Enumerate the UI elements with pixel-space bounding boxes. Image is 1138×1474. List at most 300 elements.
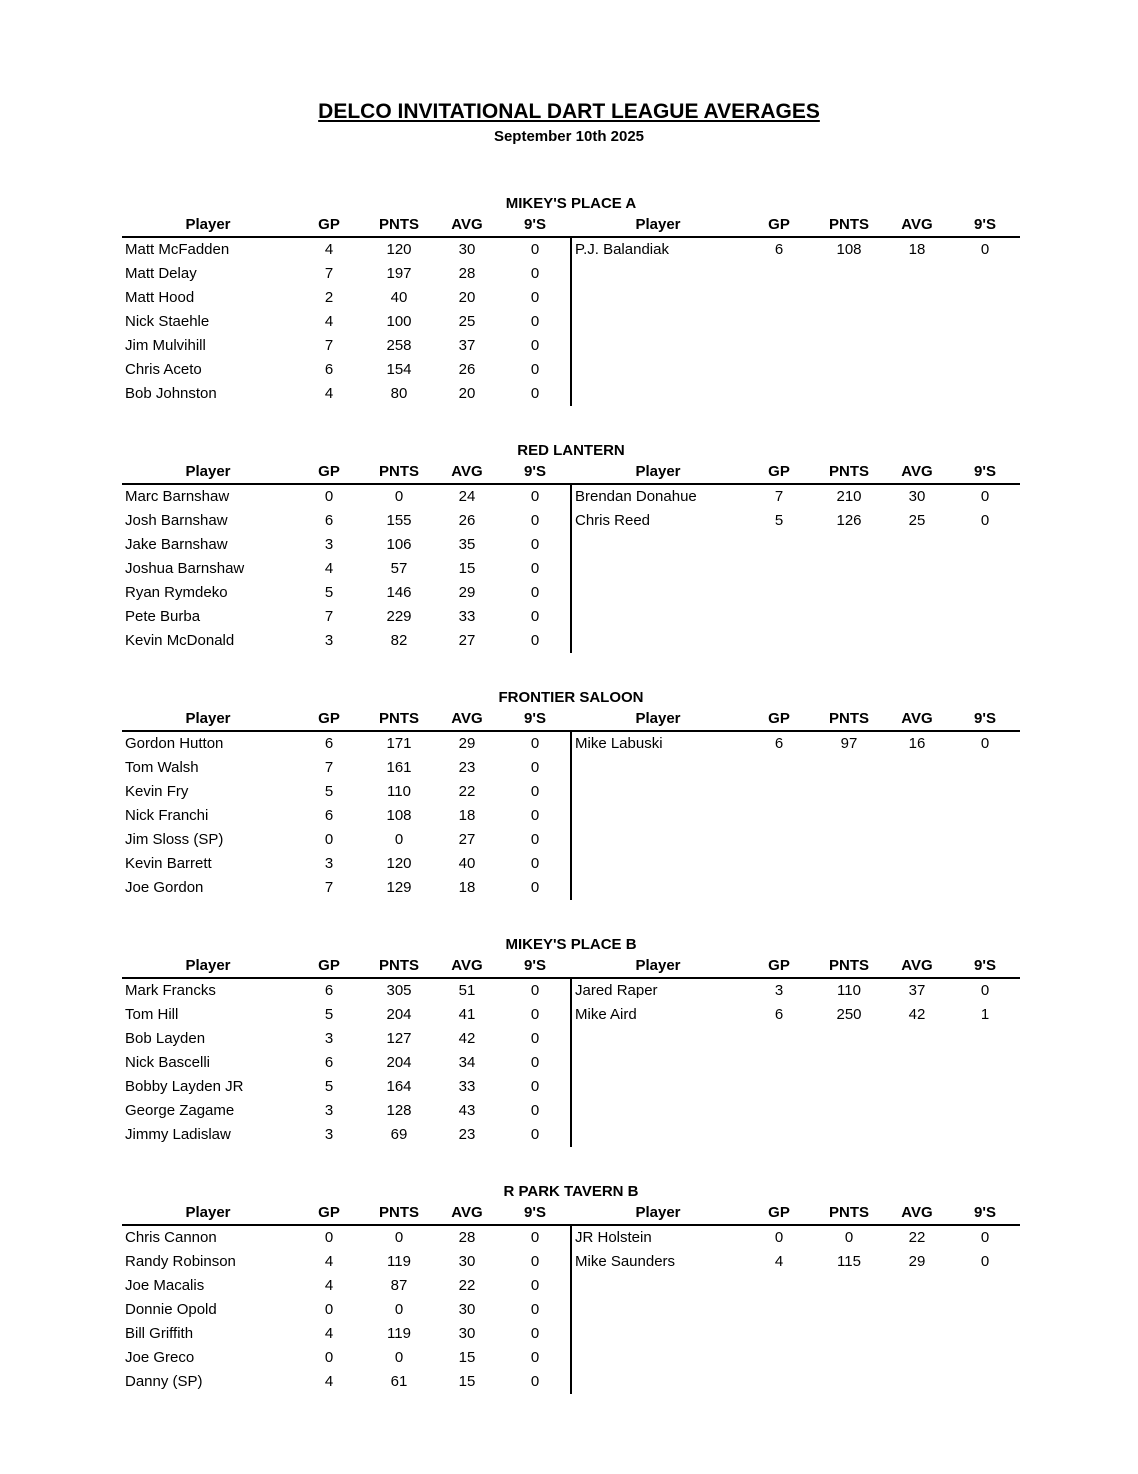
cell-player: Josh Barnshaw: [125, 512, 228, 529]
cell-player: Joe Macalis: [125, 1277, 205, 1294]
col-header-pnts: PNTS: [828, 957, 869, 974]
cell-gp: 0: [324, 1301, 334, 1318]
cell-avg: 25: [908, 512, 926, 529]
col-header-avg: AVG: [901, 216, 933, 233]
col-header-pnts: PNTS: [828, 463, 869, 480]
section-body: [122, 1226, 1020, 1394]
section-title: RED LANTERN: [517, 442, 625, 459]
cell-player: Bobby Layden JR: [125, 1078, 244, 1095]
left-table-body: [122, 1226, 570, 1394]
cell-avg: 26: [458, 361, 476, 378]
cell-gp: 7: [324, 879, 334, 896]
cell-nines: 0: [530, 783, 540, 800]
col-header-nines: 9'S: [974, 216, 996, 233]
table-row: [122, 979, 570, 1003]
cell-player: Joe Greco: [125, 1349, 195, 1366]
col-header-pnts: PNTS: [378, 1204, 419, 1221]
cell-gp: 4: [324, 1277, 334, 1294]
right-column-headers: [572, 461, 1020, 483]
cell-nines: 0: [530, 1253, 540, 1270]
col-header-nines: 9'S: [974, 1204, 996, 1221]
table-row: [572, 509, 1020, 533]
cell-avg: 23: [458, 1126, 476, 1143]
cell-avg: 18: [458, 807, 476, 824]
page-title: DELCO INVITATIONAL DART LEAGUE AVERAGES: [318, 100, 820, 123]
cell-pnts: 110: [837, 982, 861, 999]
table-row: [122, 876, 570, 900]
col-header-gp: GP: [768, 957, 790, 974]
cell-nines: 1: [980, 1006, 990, 1023]
left-table-body: [122, 732, 570, 900]
cell-avg: 33: [458, 1078, 476, 1095]
cell-nines: 0: [530, 807, 540, 824]
left-column-headers: [122, 708, 570, 730]
col-header-nines: 9'S: [524, 957, 546, 974]
col-header-nines: 9'S: [524, 710, 546, 727]
table-row: [122, 581, 570, 605]
cell-player: Joshua Barnshaw: [125, 560, 245, 577]
col-header-player: Player: [185, 1204, 231, 1221]
cell-player: Joe Gordon: [125, 879, 204, 896]
cell-player: Jimmy Ladislaw: [125, 1126, 231, 1143]
table-row: [572, 732, 1020, 756]
cell-player: Nick Bascelli: [125, 1054, 211, 1071]
cell-player: Brendan Donahue: [575, 488, 697, 505]
table-row: [122, 1027, 570, 1051]
cell-player: Ryan Rymdeko: [125, 584, 228, 601]
cell-pnts: 154: [386, 361, 412, 378]
left-column-headers: [122, 214, 570, 236]
cell-nines: 0: [530, 584, 540, 601]
right-table-body: [570, 238, 1020, 406]
cell-nines: 0: [530, 632, 540, 649]
table-row: [122, 238, 570, 262]
table-row: [122, 780, 570, 804]
table-row: [122, 1370, 570, 1394]
cell-gp: 7: [324, 608, 334, 625]
section-body: [122, 732, 1020, 900]
cell-avg: 37: [908, 982, 926, 999]
cell-pnts: 80: [390, 385, 408, 402]
table-row: [122, 286, 570, 310]
cell-pnts: 161: [386, 759, 412, 776]
col-header-pnts: PNTS: [828, 710, 869, 727]
cell-nines: 0: [530, 879, 540, 896]
cell-gp: 4: [324, 313, 334, 330]
cell-gp: 0: [774, 1229, 784, 1246]
table-row: [122, 605, 570, 629]
table-row: [572, 1250, 1020, 1274]
col-header-player: Player: [185, 216, 231, 233]
table-row: [122, 1123, 570, 1147]
table-row: [122, 310, 570, 334]
cell-nines: 0: [530, 608, 540, 625]
cell-nines: 0: [530, 361, 540, 378]
cell-nines: 0: [530, 1229, 540, 1246]
table-row: [122, 1075, 570, 1099]
cell-nines: 0: [530, 759, 540, 776]
table-row: [122, 732, 570, 756]
cell-pnts: 127: [386, 1030, 412, 1047]
cell-pnts: 0: [394, 1349, 404, 1366]
col-header-gp: GP: [318, 957, 340, 974]
cell-avg: 29: [908, 1253, 926, 1270]
col-header-nines: 9'S: [974, 710, 996, 727]
col-header-avg: AVG: [451, 216, 483, 233]
table-row: [122, 557, 570, 581]
cell-avg: 22: [458, 1277, 476, 1294]
cell-avg: 42: [908, 1006, 926, 1023]
table-row: [122, 1346, 570, 1370]
cell-avg: 18: [458, 879, 476, 896]
column-header-row: [122, 1202, 1020, 1226]
cell-pnts: 0: [394, 488, 404, 505]
cell-pnts: 108: [386, 807, 412, 824]
right-column-headers: [572, 955, 1020, 977]
cell-player: Mike Saunders: [575, 1253, 676, 1270]
cell-pnts: 204: [386, 1006, 412, 1023]
col-header-avg: AVG: [901, 1204, 933, 1221]
cell-gp: 0: [324, 488, 334, 505]
cell-avg: 15: [458, 1349, 476, 1366]
col-header-gp: GP: [768, 463, 790, 480]
cell-pnts: 0: [394, 831, 404, 848]
table-row: [122, 1003, 570, 1027]
column-header-row: [122, 461, 1020, 485]
cell-gp: 4: [774, 1253, 784, 1270]
cell-gp: 4: [324, 560, 334, 577]
cell-avg: 16: [908, 735, 926, 752]
right-column-headers: [572, 708, 1020, 730]
cell-pnts: 108: [836, 241, 862, 258]
cell-avg: 40: [458, 855, 476, 872]
cell-pnts: 82: [390, 632, 408, 649]
cell-avg: 33: [458, 608, 476, 625]
col-header-nines: 9'S: [974, 463, 996, 480]
cell-player: Donnie Opold: [125, 1301, 217, 1318]
cell-pnts: 155: [386, 512, 412, 529]
cell-nines: 0: [980, 982, 990, 999]
cell-gp: 4: [324, 385, 334, 402]
cell-gp: 7: [324, 265, 334, 282]
col-header-avg: AVG: [451, 1204, 483, 1221]
cell-gp: 0: [324, 1229, 334, 1246]
cell-gp: 5: [324, 783, 334, 800]
col-header-avg: AVG: [901, 957, 933, 974]
col-header-gp: GP: [318, 216, 340, 233]
cell-gp: 5: [774, 512, 784, 529]
cell-player: JR Holstein: [575, 1229, 652, 1246]
cell-gp: 7: [324, 337, 334, 354]
cell-avg: 20: [458, 289, 476, 306]
cell-nines: 0: [530, 1301, 540, 1318]
cell-avg: 15: [458, 1373, 476, 1390]
cell-nines: 0: [530, 512, 540, 529]
cell-player: Tom Hill: [125, 1006, 179, 1023]
col-header-gp: GP: [318, 710, 340, 727]
cell-player: Jared Raper: [575, 982, 658, 999]
cell-gp: 6: [324, 512, 334, 529]
cell-avg: 30: [458, 1325, 476, 1342]
cell-gp: 6: [324, 361, 334, 378]
cell-pnts: 87: [390, 1277, 408, 1294]
cell-player: Randy Robinson: [125, 1253, 236, 1270]
section-mikeys-place-a: [122, 193, 1020, 406]
cell-avg: 30: [458, 241, 476, 258]
section-body: [122, 979, 1020, 1147]
column-header-row: [122, 708, 1020, 732]
col-header-avg: AVG: [451, 710, 483, 727]
cell-player: Jim Sloss (SP): [125, 831, 224, 848]
cell-gp: 2: [324, 289, 334, 306]
col-header-pnts: PNTS: [828, 1204, 869, 1221]
table-row: [122, 1250, 570, 1274]
cell-player: Bob Johnston: [125, 385, 217, 402]
cell-avg: 22: [458, 783, 476, 800]
table-row: [122, 1051, 570, 1075]
col-header-avg: AVG: [451, 463, 483, 480]
table-row: [572, 1003, 1020, 1027]
cell-pnts: 61: [390, 1373, 408, 1390]
cell-pnts: 146: [386, 584, 412, 601]
cell-player: Jim Mulvihill: [125, 337, 206, 354]
cell-nines: 0: [530, 1277, 540, 1294]
cell-gp: 0: [324, 1349, 334, 1366]
cell-nines: 0: [980, 488, 990, 505]
section-title: R PARK TAVERN B: [503, 1183, 639, 1200]
table-row: [572, 238, 1020, 262]
cell-pnts: 115: [837, 1253, 861, 1270]
cell-pnts: 119: [387, 1325, 411, 1342]
cell-nines: 0: [530, 241, 540, 258]
left-table-body: [122, 485, 570, 653]
section-body: [122, 238, 1020, 406]
cell-nines: 0: [530, 385, 540, 402]
left-column-headers: [122, 955, 570, 977]
cell-avg: 28: [458, 1229, 476, 1246]
cell-pnts: 250: [836, 1006, 862, 1023]
cell-pnts: 0: [394, 1301, 404, 1318]
col-header-player: Player: [635, 957, 681, 974]
column-header-row: [122, 214, 1020, 238]
cell-player: Danny (SP): [125, 1373, 203, 1390]
cell-gp: 3: [774, 982, 784, 999]
cell-nines: 0: [530, 855, 540, 872]
cell-avg: 42: [458, 1030, 476, 1047]
col-header-nines: 9'S: [524, 463, 546, 480]
cell-pnts: 40: [390, 289, 408, 306]
cell-player: Pete Burba: [125, 608, 201, 625]
col-header-gp: GP: [768, 710, 790, 727]
table-row: [122, 629, 570, 653]
col-header-avg: AVG: [901, 463, 933, 480]
table-row: [572, 1226, 1020, 1250]
cell-avg: 35: [458, 536, 476, 553]
col-header-player: Player: [635, 463, 681, 480]
cell-gp: 4: [324, 1253, 334, 1270]
cell-pnts: 119: [387, 1253, 411, 1270]
cell-pnts: 129: [386, 879, 412, 896]
cell-pnts: 120: [386, 855, 412, 872]
cell-pnts: 100: [386, 313, 412, 330]
cell-player: Chris Cannon: [125, 1229, 217, 1246]
cell-pnts: 171: [386, 735, 412, 752]
cell-avg: 34: [458, 1054, 476, 1071]
col-header-player: Player: [635, 1204, 681, 1221]
cell-gp: 6: [774, 1006, 784, 1023]
cell-avg: 24: [458, 488, 476, 505]
cell-pnts: 126: [836, 512, 862, 529]
cell-avg: 18: [908, 241, 926, 258]
cell-avg: 27: [458, 632, 476, 649]
cell-nines: 0: [980, 1253, 990, 1270]
col-header-gp: GP: [318, 463, 340, 480]
cell-gp: 6: [774, 241, 784, 258]
cell-nines: 0: [980, 512, 990, 529]
cell-nines: 0: [530, 265, 540, 282]
cell-player: Kevin Barrett: [125, 855, 212, 872]
cell-player: Chris Reed: [575, 512, 651, 529]
section-title: FRONTIER SALOON: [498, 689, 644, 706]
left-column-headers: [122, 1202, 570, 1224]
cell-gp: 7: [324, 759, 334, 776]
col-header-nines: 9'S: [974, 957, 996, 974]
section-body: [122, 485, 1020, 653]
cell-pnts: 305: [386, 982, 412, 999]
cell-avg: 26: [458, 512, 476, 529]
cell-nines: 0: [530, 1325, 540, 1342]
cell-gp: 4: [324, 1325, 334, 1342]
table-row: [122, 1298, 570, 1322]
cell-nines: 0: [530, 1054, 540, 1071]
cell-player: Mark Francks: [125, 982, 216, 999]
cell-avg: 25: [458, 313, 476, 330]
table-row: [572, 979, 1020, 1003]
cell-pnts: 229: [386, 608, 412, 625]
col-header-gp: GP: [768, 216, 790, 233]
cell-player: Gordon Hutton: [125, 735, 224, 752]
col-header-gp: GP: [768, 1204, 790, 1221]
cell-gp: 6: [324, 807, 334, 824]
cell-nines: 0: [980, 1229, 990, 1246]
cell-avg: 23: [458, 759, 476, 776]
col-header-player: Player: [635, 216, 681, 233]
right-column-headers: [572, 214, 1020, 236]
table-row: [122, 382, 570, 406]
cell-player: Matt McFadden: [125, 241, 230, 258]
cell-gp: 3: [324, 632, 334, 649]
table-row: [122, 852, 570, 876]
left-table-body: [122, 979, 570, 1147]
table-row: [122, 756, 570, 780]
cell-player: P.J. Balandiak: [575, 241, 669, 258]
cell-nines: 0: [530, 1078, 540, 1095]
cell-pnts: 210: [836, 488, 862, 505]
table-row: [122, 334, 570, 358]
cell-pnts: 57: [390, 560, 408, 577]
right-table-body: [570, 485, 1020, 653]
table-row: [122, 1099, 570, 1123]
cell-player: Mike Aird: [575, 1006, 637, 1023]
cell-nines: 0: [530, 1126, 540, 1143]
cell-pnts: 258: [386, 337, 412, 354]
table-row: [122, 804, 570, 828]
table-row: [122, 1274, 570, 1298]
right-table-body: [570, 979, 1020, 1147]
col-header-pnts: PNTS: [378, 710, 419, 727]
table-row: [572, 485, 1020, 509]
cell-gp: 6: [774, 735, 784, 752]
cell-avg: 37: [458, 337, 476, 354]
cell-avg: 28: [458, 265, 476, 282]
table-row: [122, 533, 570, 557]
cell-nines: 0: [530, 982, 540, 999]
cell-player: Nick Franchi: [125, 807, 209, 824]
right-column-headers: [572, 1202, 1020, 1224]
cell-avg: 41: [458, 1006, 476, 1023]
sections-container: [122, 193, 1020, 1394]
cell-gp: 4: [324, 241, 334, 258]
section-mikeys-place-b: [122, 934, 1020, 1147]
table-row: [122, 358, 570, 382]
col-header-pnts: PNTS: [378, 463, 419, 480]
left-column-headers: [122, 461, 570, 483]
section-title: MIKEY'S PLACE A: [505, 195, 637, 212]
cell-gp: 5: [324, 1078, 334, 1095]
cell-pnts: 128: [386, 1102, 412, 1119]
cell-player: Marc Barnshaw: [125, 488, 230, 505]
cell-avg: 27: [458, 831, 476, 848]
col-header-player: Player: [185, 463, 231, 480]
cell-avg: 30: [458, 1253, 476, 1270]
cell-player: Kevin Fry: [125, 783, 189, 800]
right-table-body: [570, 732, 1020, 900]
document-header: [0, 0, 1138, 145]
cell-nines: 0: [530, 735, 540, 752]
cell-nines: 0: [530, 1006, 540, 1023]
cell-avg: 29: [458, 584, 476, 601]
col-header-player: Player: [185, 957, 231, 974]
cell-player: Bill Griffith: [125, 1325, 194, 1342]
col-header-avg: AVG: [451, 957, 483, 974]
cell-nines: 0: [530, 1102, 540, 1119]
cell-player: Bob Layden: [125, 1030, 206, 1047]
cell-gp: 3: [324, 1126, 334, 1143]
col-header-nines: 9'S: [524, 1204, 546, 1221]
cell-nines: 0: [530, 560, 540, 577]
cell-avg: 29: [458, 735, 476, 752]
col-header-nines: 9'S: [524, 216, 546, 233]
table-row: [122, 1226, 570, 1250]
cell-pnts: 0: [394, 1229, 404, 1246]
cell-nines: 0: [530, 337, 540, 354]
cell-player: George Zagame: [125, 1102, 235, 1119]
col-header-pnts: PNTS: [828, 216, 869, 233]
cell-player: Matt Hood: [125, 289, 195, 306]
section-red-lantern: [122, 440, 1020, 653]
table-row: [122, 1322, 570, 1346]
cell-gp: 6: [324, 1054, 334, 1071]
table-row: [122, 485, 570, 509]
cell-player: Mike Labuski: [575, 735, 663, 752]
cell-nines: 0: [530, 1349, 540, 1366]
table-row: [122, 262, 570, 286]
cell-gp: 3: [324, 855, 334, 872]
cell-nines: 0: [980, 241, 990, 258]
right-table-body: [570, 1226, 1020, 1394]
cell-avg: 30: [458, 1301, 476, 1318]
cell-player: Jake Barnshaw: [125, 536, 228, 553]
